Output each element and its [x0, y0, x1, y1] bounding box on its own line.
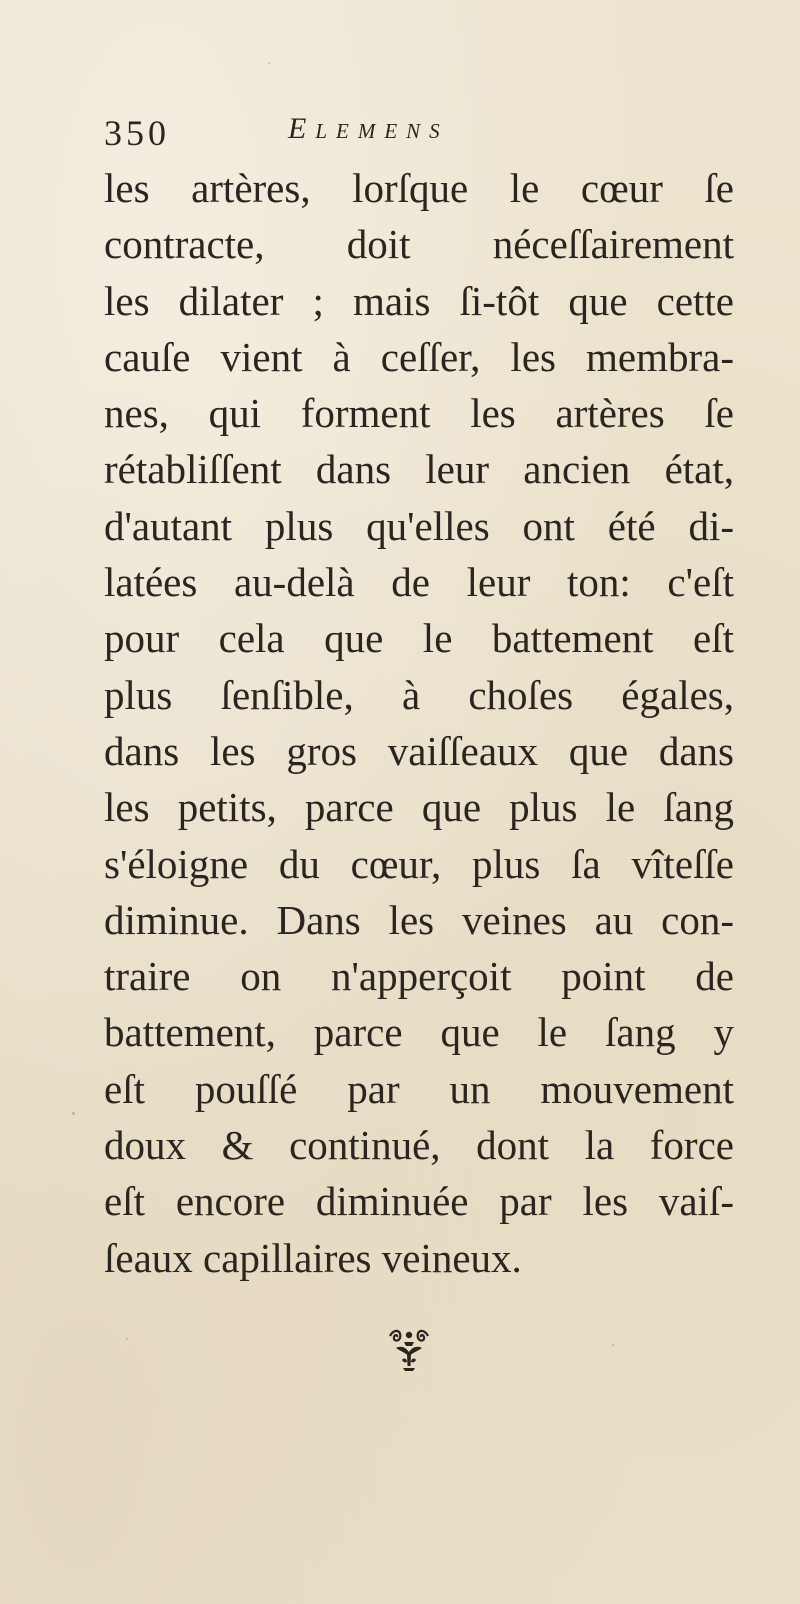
floral-tailpiece-icon [384, 1326, 434, 1372]
text-line: cauſe vient à ceſſer, les membra- [104, 333, 734, 380]
text-line: d'autant plus qu'elles ont été di- [104, 502, 734, 549]
text-line: contracte, doit néceſſairement [104, 221, 734, 268]
text-line: nes, qui forment les artères ſe [104, 390, 734, 437]
text-line: les dilater ; mais ſi-tôt que cette [104, 277, 734, 324]
text-line: s'éloigne du cœur, plus ſa vîteſſe [104, 840, 734, 887]
paper-spot [268, 62, 270, 64]
text-line: eſt pouſſé par un mouvement [104, 1065, 734, 1112]
paper-spot [72, 1112, 75, 1115]
text-line: doux & continué, dont la force [104, 1122, 734, 1169]
body-text [104, 160, 734, 1286]
text-line: latées au-delà de leur ton: c'eſt [104, 559, 734, 606]
text-line: les artères, lorſque le cœur ſe [104, 165, 734, 211]
text-line: ſeaux capillaires veineux. [104, 1234, 522, 1281]
text-line: diminue. Dans les veines au con- [104, 896, 734, 943]
text-line: plus ſenſible, à choſes égales, [104, 671, 734, 718]
paper-spot [612, 1344, 614, 1346]
text-line: battement, parce que le ſang y [104, 1009, 734, 1056]
text-line: dans les gros vaiſſeaux que dans [104, 727, 734, 774]
page-number: 350 [104, 113, 170, 153]
text-line: les petits, parce que plus le ſang [104, 784, 734, 831]
text-line: traire on n'apperçoit point de [104, 953, 734, 1000]
running-title: Elemens [288, 112, 449, 145]
text-line: eſt encore diminuée par les vaiſ- [104, 1178, 734, 1225]
text-line: pour cela que le battement eſt [104, 615, 734, 662]
text-line: rétabliſſent dans leur ancien état, [104, 446, 734, 493]
paper-spot [126, 1338, 128, 1340]
page-header [104, 112, 704, 162]
